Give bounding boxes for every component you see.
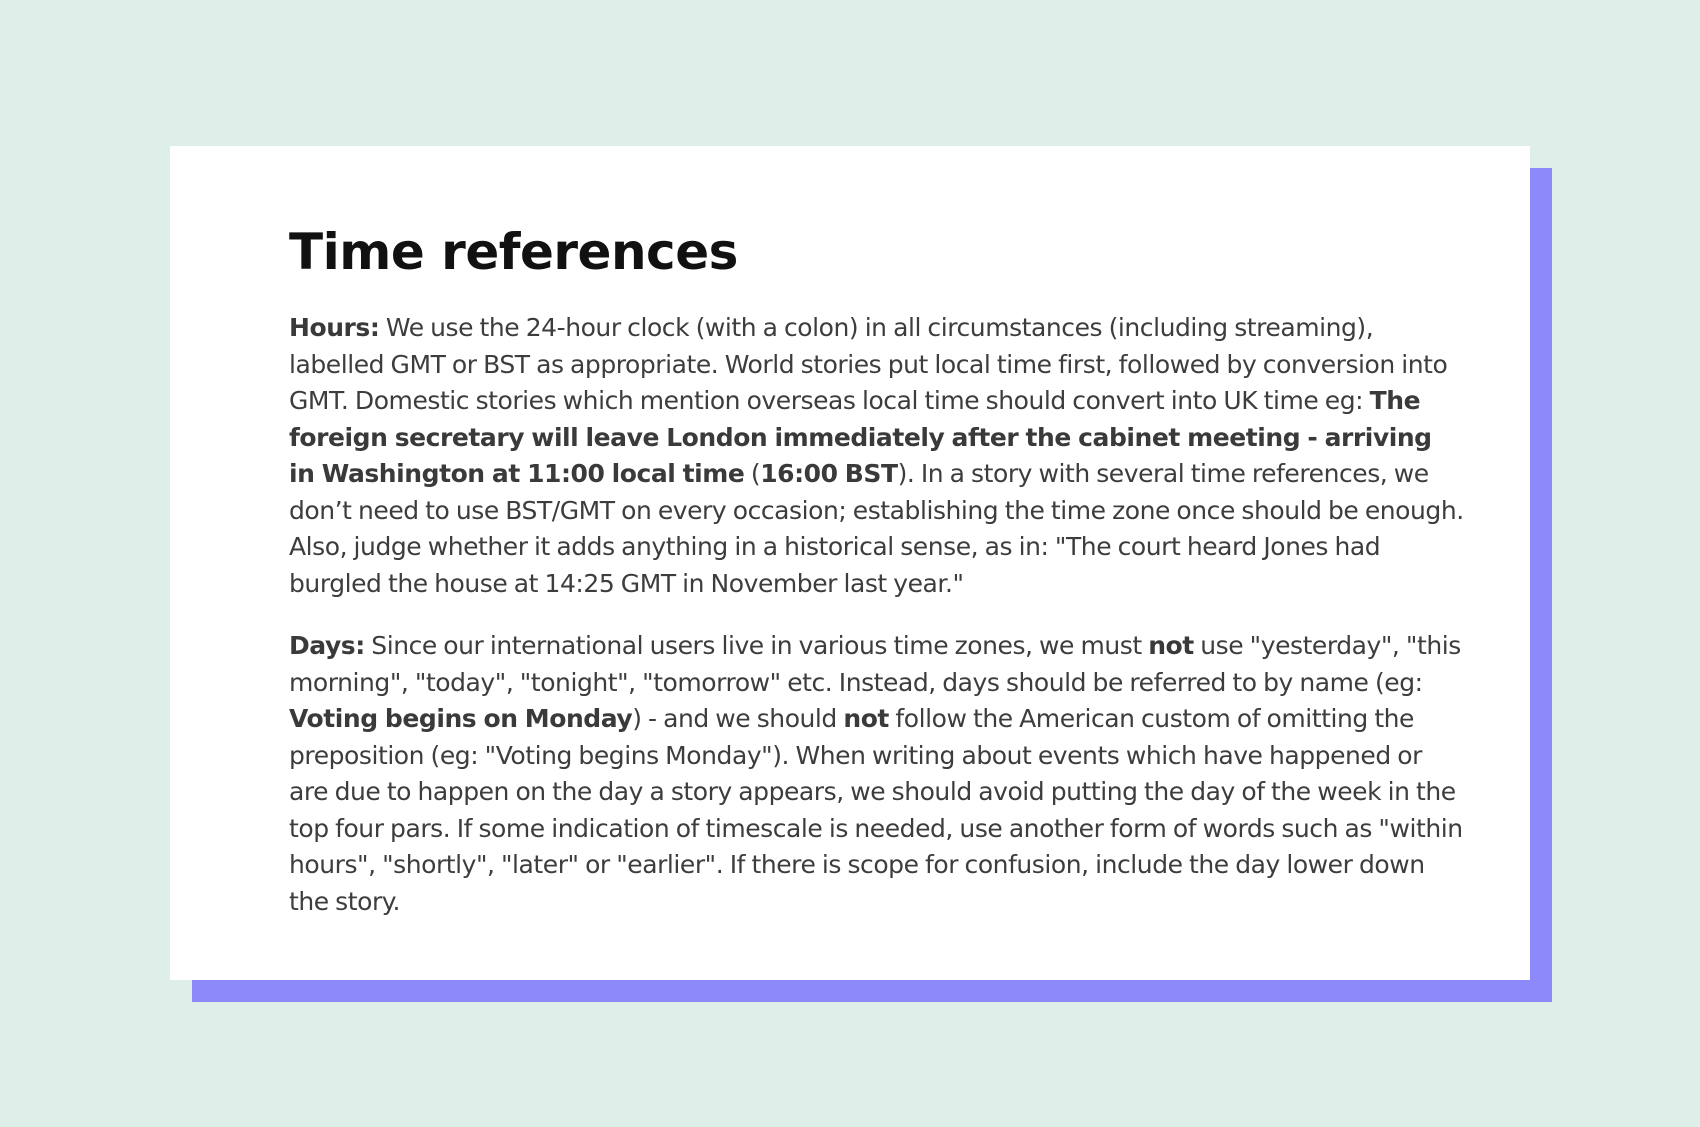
hours-text-1: We use the 24-hour clock (with a colon) in all circumstances (including streaming), labelled GMT or BST as appropriate. World stories put local time first, followed by conversion into GMT. Domestic stories which mention overseas local time should convert into UK time eg: bbox=[289, 313, 1448, 415]
days-paragraph bbox=[289, 628, 1464, 920]
days-text-1: Since our international users live in various time zones, we must bbox=[364, 631, 1149, 660]
days-not-2: not bbox=[843, 704, 889, 733]
content-card bbox=[170, 146, 1530, 980]
days-text-4: follow the American custom of omitting the preposition (eg: "Voting begins Monday"). When writing about events which have happened or are due to happen on the day a story appears, we should avoid putting the day of the week in the top four pars. If some indication of timescale is needed, use another form of words such as "within hours", "shortly", "later" or "earlier". If there is scope for confusion, include the day lower down the story. bbox=[289, 704, 1463, 916]
hours-text-2: ( bbox=[744, 459, 761, 488]
days-not-1: not bbox=[1148, 631, 1194, 660]
days-label: Days: bbox=[289, 631, 365, 660]
days-example: Voting begins on Monday bbox=[289, 704, 633, 733]
page-title: Time references bbox=[289, 223, 738, 281]
days-text-2: use "yesterday", "this morning", "today", "tonight", "tomorrow" etc. Instead, days should be referred to by name (eg: bbox=[289, 631, 1461, 697]
hours-text-3: ). In a story with several time references, we don’t need to use BST/GMT on every occasion; establishing the time zone once should be enough. Also, judge whether it adds anything in a historical sense, as in: "The court heard Jones had burgled the house at 14:25 GMT in November last year." bbox=[289, 459, 1464, 598]
hours-label: Hours: bbox=[289, 313, 380, 342]
hours-example-2: 16:00 BST bbox=[760, 459, 898, 488]
hours-example: The foreign secretary will leave London immediately after the cabinet meeting - arriving in Washington at 11:00 local time bbox=[289, 386, 1432, 488]
days-text-3: ) - and we should bbox=[632, 704, 844, 733]
hours-paragraph bbox=[289, 310, 1464, 602]
